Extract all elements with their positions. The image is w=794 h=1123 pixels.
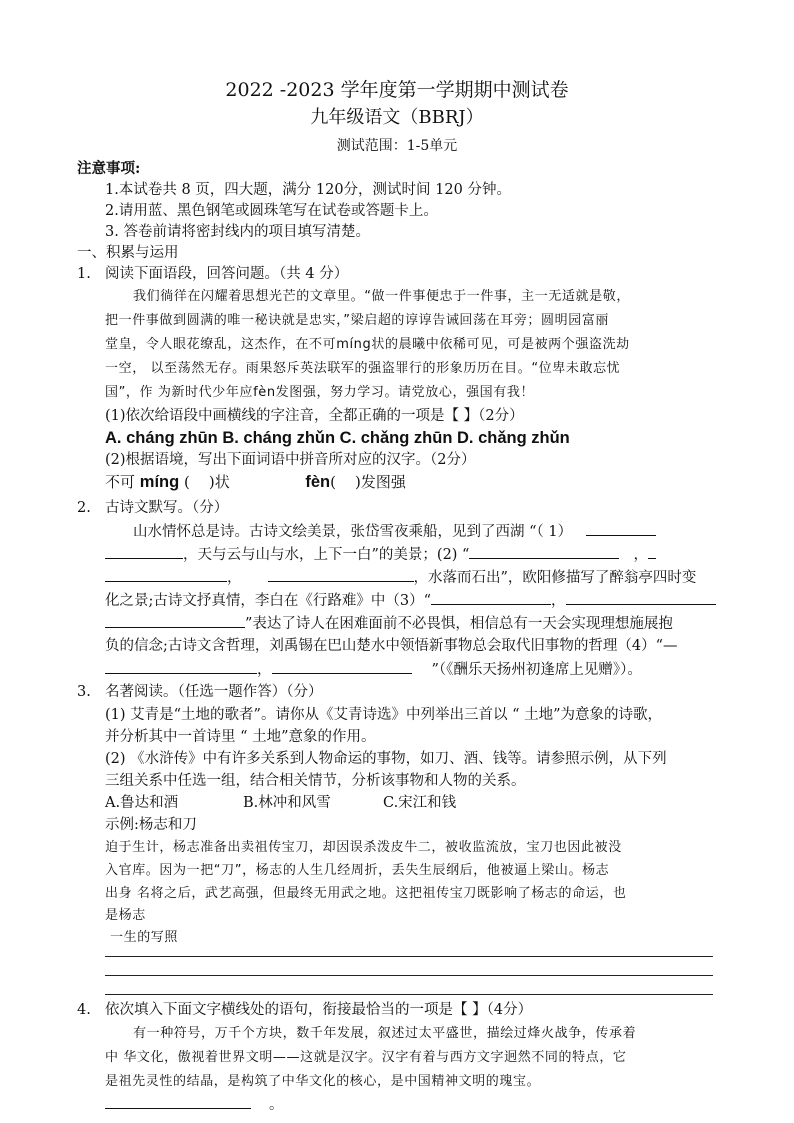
paren-blank[interactable]: ( ): [330, 473, 361, 491]
answer-blank[interactable]: [105, 567, 227, 582]
passage-line: 我们徜徉在闪耀着思想光芒的文章里。“做一件事便忠于一件事，主一无适就是敬，: [133, 289, 630, 304]
pinyin: fèn: [305, 473, 331, 491]
subquestion: (1)依次给语段中画横线的字注音，全都正确的一项是【 】（2分）: [105, 408, 524, 424]
exam-title: 2022 -2023 学年度第一学期期中测试卷: [225, 79, 569, 101]
answer-blank[interactable]: [431, 590, 551, 605]
note-item: 3. 答卷前请将密封线内的项目填写清楚。: [105, 224, 370, 240]
example-label: 示例:杨志和刀: [105, 817, 197, 833]
passage-text: ，: [227, 570, 242, 586]
passage-text: 。: [269, 1097, 284, 1113]
passage-line: 堂皇，令人眼花缭乱，这杰作，在不可míng状的晨曦中依稀可见，可是被两个强盗洗劫: [105, 337, 630, 352]
answer-options: A. cháng zhūn B. cháng zhǔn C. chǎng zhūn D. chǎng zhǔn: [105, 429, 570, 447]
passage-text: ，: [551, 593, 566, 609]
answer-blank[interactable]: [566, 590, 716, 605]
section-heading: 一、积累与运用: [77, 245, 179, 261]
answer-blank[interactable]: [105, 613, 245, 628]
passage-text: 山水情怀总是诗。古诗文绘美景，张岱雪夜乘船，见到了西湖 “（ 1）: [133, 524, 573, 540]
subquestion: (2) 《水浒传》中有许多关系到人物命运的事物，如刀、酒、钱等。请参照示例，从下列: [105, 751, 667, 767]
answer-line[interactable]: [105, 994, 713, 995]
subquestion: (2)根据语境，写出下面词语中拼音所对应的汉字。（2分）: [105, 452, 476, 468]
passage-line: [105, 613, 673, 634]
example-line: 是杨志: [105, 908, 146, 923]
passage-line: [105, 567, 696, 588]
paren-blank[interactable]: ( ): [184, 473, 215, 491]
passage-line: 负的信念;古诗文含哲理，刘禹锡在巴山楚水中领悟新事物总会取代旧事物的哲理（4）“—: [105, 638, 678, 654]
passage-line: [133, 521, 656, 542]
answer-blank[interactable]: [469, 544, 619, 559]
answer-blank[interactable]: [105, 1094, 251, 1109]
passage-line: 有一种符号，万千个方块，数千年发展，叙述过太平盛世，描绘过烽火战争，传承着: [133, 1026, 637, 1041]
exam-scope: 测试范围：1-5单元: [336, 138, 458, 154]
fill-text: 不可: [105, 473, 136, 491]
passage-text: ，水落而石出”，欧阳修描写了醉翁亭四时变: [413, 570, 697, 586]
note-item: 2.请用蓝、黑色钢笔或圆珠笔写在试卷或答题卡上。: [105, 203, 438, 219]
answer-blank[interactable]: [105, 659, 257, 674]
passage-line: [105, 590, 716, 611]
passage-text: ，: [257, 662, 272, 678]
choice-item: A.鲁达和酒: [105, 795, 179, 811]
example-line: 迫于生计，杨志准备出卖祖传宝刀，却因误杀泼皮牛二，被收监流放，宝刀也因此被没: [105, 840, 622, 855]
answer-line[interactable]: [105, 975, 713, 976]
answer-blank[interactable]: [105, 544, 183, 559]
choice-item: C.宋江和钱: [383, 795, 457, 811]
answer-blank[interactable]: [648, 544, 656, 559]
question-stem: 阅读下面语段，回答问题。（共 4 分）: [105, 266, 349, 282]
answer-line[interactable]: [105, 956, 713, 957]
example-line: 一生的写照: [110, 930, 179, 945]
passage-line: 中 华文化，傲视着世界文明——这就是汉字。汉字有着与西方文字迥然不同的特点，它: [105, 1050, 627, 1065]
example-line: 出身 名将之后，武艺高强，但最终无用武之地。这把祖传宝刀既影响了杨志的命运，也: [105, 886, 627, 901]
subquestion: (1) 艾青是“土地的歌者”。请你从《艾青诗选》中列举出三首以 “ 土地”为意象的诗歌，: [105, 707, 663, 723]
notes-heading: 注意事项:: [77, 160, 141, 177]
passage-line: [105, 1094, 284, 1115]
passage-line: 国”，作 为新时代少年应fèn发图强，努力学习。请党放心，强国有我！: [105, 385, 535, 400]
passage-text: ，天与云与山与水，上下一白”的美景；(2) “: [183, 547, 470, 563]
answer-blank[interactable]: [586, 521, 656, 536]
passage-text: ”（《酬乐天扬州初逢席上见赠》）。: [431, 662, 642, 678]
answer-blank[interactable]: [268, 567, 414, 582]
question-stem: 依次填入下面文字横线处的语句，衔接最恰当的一项是【 】（4分）: [105, 1002, 533, 1018]
pinyin-fill-line: [105, 472, 406, 492]
subquestion: 并分析其中一首诗里 “ 土地”意象的作用。: [105, 729, 376, 745]
passage-line: 把一件事做到圆满的唯一秘诀就是忠实，”梁启超的谆谆告诫回荡在耳旁；圆明园富丽: [105, 313, 610, 328]
passage-line: 一空， 以至荡然无存。雨果怒斥英法联军的强盗罪行的形象历历在目。“位卑未敢忘忧: [105, 361, 621, 376]
choice-item: B.林冲和风雪: [243, 795, 331, 811]
question-number: 4.: [77, 1002, 91, 1018]
note-item: 1.本试卷共 8 页，四大题，满分 120分，测试时间 120 分钟。: [105, 182, 511, 198]
passage-text: 化之景;古诗文抒真情，李白在《行路难》中（3）“: [105, 593, 432, 609]
answer-blank[interactable]: [272, 659, 412, 674]
passage-text: ，: [633, 547, 648, 563]
question-stem: 古诗文默写。（分）: [105, 500, 229, 516]
example-line: 入官库。因为一把“刀”，杨志的人生几经周折，丢失生辰纲后，他被逼上梁山。杨志: [105, 863, 610, 878]
fill-text: 状: [214, 473, 230, 491]
subquestion: 三组关系中任选一组，结合相关情节，分析该事物和人物的关系。: [105, 773, 526, 789]
passage-text: ”表达了诗人在困难面前不必畏惧，相信总有一天会实现理想施展抱: [245, 616, 673, 632]
exam-subtitle: 九年级语文（BBRJ）: [310, 107, 484, 128]
passage-line: 是祖先灵性的结晶，是构筑了中华文化的核心，是中国精神文明的瑰宝。: [105, 1074, 541, 1089]
fill-text: 发图强: [360, 473, 406, 491]
question-number: 3.: [77, 684, 91, 700]
passage-line: [105, 544, 656, 565]
question-number: 1.: [77, 266, 91, 282]
passage-line: [105, 659, 642, 680]
question-number: 2.: [77, 500, 91, 516]
pinyin: míng: [139, 473, 180, 491]
question-stem: 名著阅读。（任选一题作答）（分）: [105, 684, 323, 700]
